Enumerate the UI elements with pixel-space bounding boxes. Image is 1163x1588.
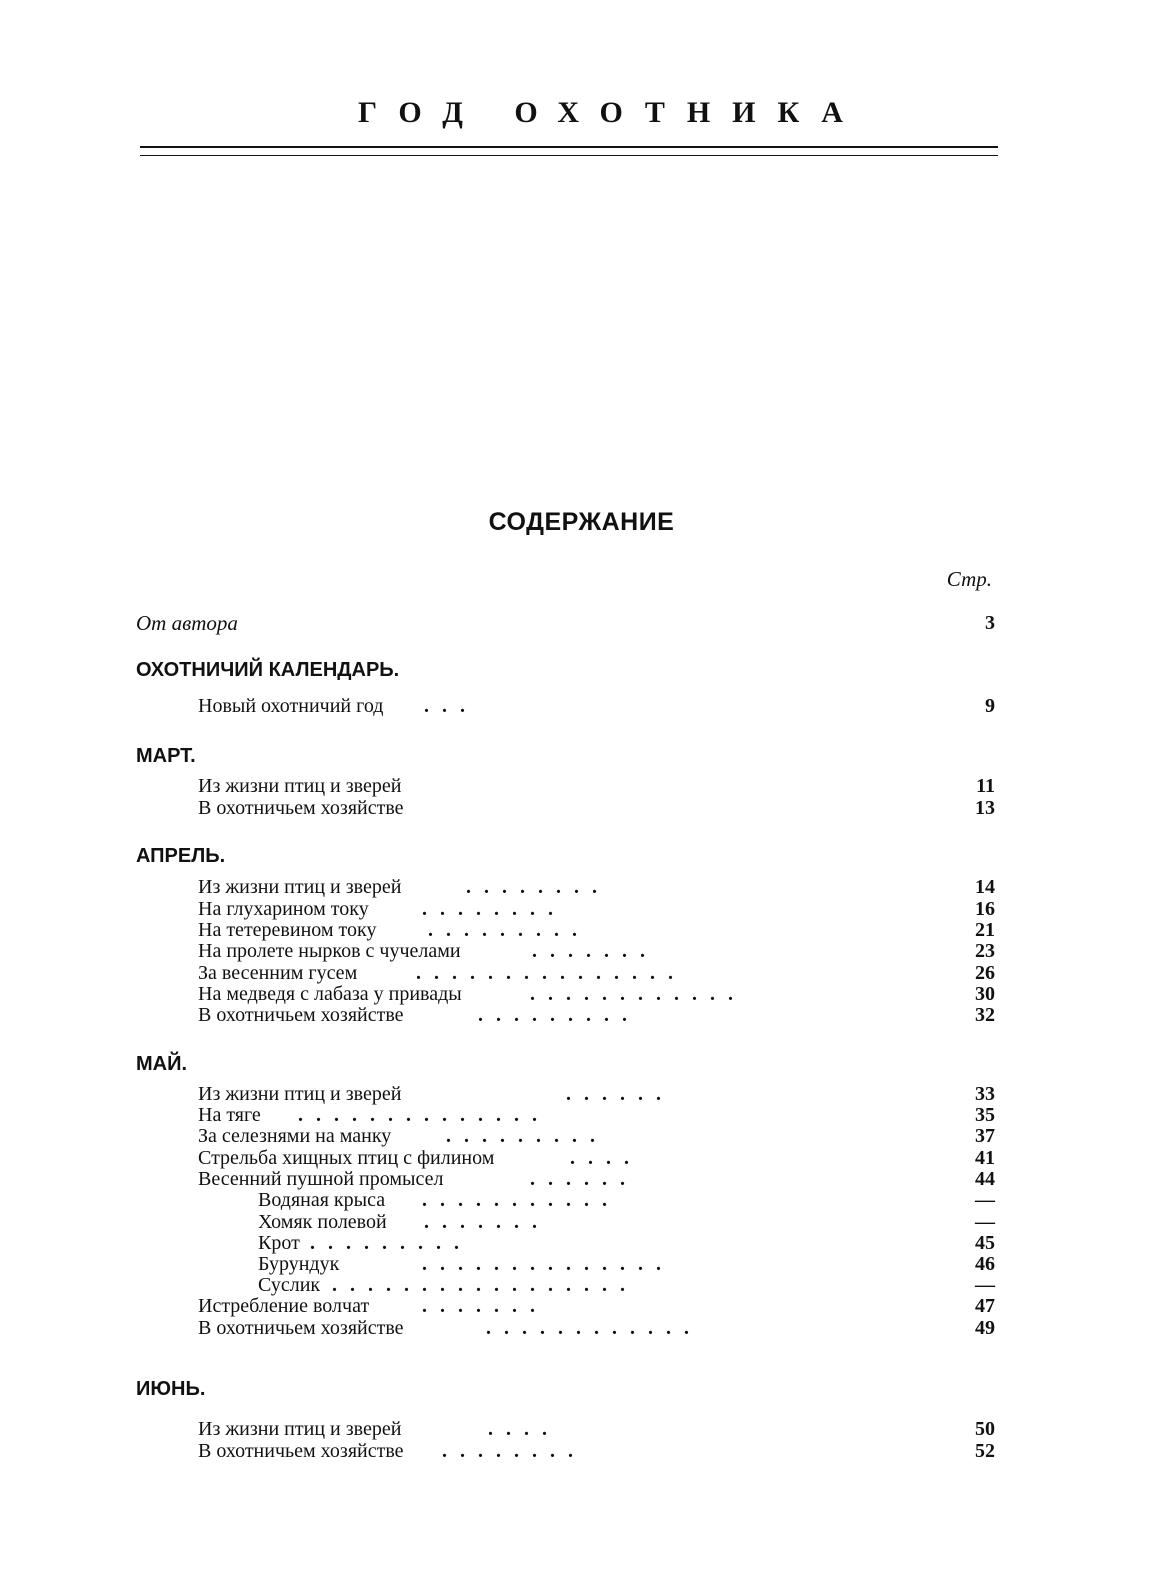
toc-entry-sub[interactable]: [0, 1211, 1163, 1233]
toc-entry-title: Стрельба хищных птиц с филином: [198, 1147, 495, 1169]
toc-entry-title: Хомяк полевой: [258, 1211, 387, 1233]
toc-entry-sub[interactable]: [0, 1274, 1163, 1296]
toc-entry-page: 13: [975, 797, 995, 819]
toc-entry-title: В охотничьем хозяйстве: [198, 1440, 404, 1462]
toc-entry-title: Весенний пушной промысел: [198, 1168, 444, 1190]
toc-entry-page: 16: [975, 898, 995, 920]
leader-dots: . . . . . . . . . . . . . .: [298, 1104, 541, 1126]
header-rule-thin: [140, 155, 998, 156]
toc-entry-title: Водяная крыса: [258, 1189, 386, 1211]
section-heading: МАРТ.: [136, 745, 196, 767]
toc-entry-title: В охотничьем хозяйстве: [198, 1317, 404, 1339]
toc-entry[interactable]: [0, 695, 1163, 717]
toc-entry-title: Крот: [258, 1232, 300, 1254]
leader-dots: . . . . . . . . . . . . . . .: [416, 962, 677, 984]
leader-dots: . . . . . . . . .: [478, 1004, 631, 1026]
toc-entry-sub[interactable]: [0, 1253, 1163, 1275]
toc-entry-preface[interactable]: [0, 612, 1163, 634]
leader-dots: . . . . . . . . . . . . . . . . .: [332, 1274, 629, 1296]
page-column-heading: Стр.: [946, 567, 992, 591]
leader-dots: . . . . . . . .: [442, 1440, 577, 1462]
toc-entry-page: 45: [975, 1232, 995, 1254]
leader-dots: . . . . . .: [566, 1083, 665, 1105]
leader-dots: . . . . . . . . . . . .: [486, 1317, 693, 1339]
toc-entry[interactable]: [0, 1083, 1163, 1105]
toc-entry-page: 33: [975, 1083, 995, 1105]
section-heading: ОХОТНИЧИЙ КАЛЕНДАРЬ.: [136, 659, 400, 681]
toc-entry-page: 35: [975, 1104, 995, 1126]
toc-entry[interactable]: [0, 775, 1163, 797]
toc-entry-title: За селезнями на манку: [198, 1125, 392, 1147]
leader-dots: . . . . . . . . . . . . . .: [422, 1253, 665, 1275]
toc-entry-title: За весенним гусем: [198, 962, 358, 984]
toc-entry-title: На тяге: [198, 1104, 261, 1126]
toc-entry-page: 44: [975, 1168, 995, 1190]
toc-entry-page: 47: [975, 1295, 995, 1317]
toc-entry-page: 9: [985, 695, 995, 717]
section-heading: АПРЕЛЬ.: [136, 845, 226, 867]
toc-entry-page: 14: [975, 876, 995, 898]
toc-entry[interactable]: [0, 919, 1163, 941]
toc-entry[interactable]: [0, 1317, 1163, 1339]
toc-entry-title: Из жизни птиц и зверей: [198, 1418, 402, 1440]
leader-dots: . . . . . . . . . . . .: [530, 983, 737, 1005]
toc-entry[interactable]: [0, 1440, 1163, 1462]
toc-entry-page: 11: [976, 775, 995, 797]
leader-dots: . . . . . . .: [422, 1295, 539, 1317]
toc-entry[interactable]: [0, 876, 1163, 898]
section-heading: МАЙ.: [136, 1053, 188, 1075]
toc-entry-page: —: [975, 1274, 995, 1296]
toc-entry-sub[interactable]: [0, 1232, 1163, 1254]
toc-entry-page: 30: [975, 983, 995, 1005]
toc-entry-page: —: [975, 1189, 995, 1211]
toc-entry[interactable]: [0, 898, 1163, 920]
toc-entry[interactable]: [0, 1295, 1163, 1317]
toc-entry-page: 52: [975, 1440, 995, 1462]
leader-dots: . . . . . . . . .: [310, 1232, 463, 1254]
toc-entry[interactable]: [0, 983, 1163, 1005]
toc-entry-title: Новый охотничий год: [198, 695, 384, 717]
toc-entry[interactable]: [0, 1004, 1163, 1026]
toc-entry[interactable]: [0, 1104, 1163, 1126]
leader-dots: . . . .: [488, 1418, 551, 1440]
toc-entry[interactable]: [0, 962, 1163, 984]
toc-entry-page: 41: [975, 1147, 995, 1169]
toc-entry-page: —: [975, 1211, 995, 1233]
leader-dots: . . . .: [570, 1147, 633, 1169]
toc-entry-page: 37: [975, 1125, 995, 1147]
toc-entry-title: От автора: [136, 611, 238, 635]
toc-entry-title: На глухарином току: [198, 898, 369, 920]
toc-entry[interactable]: [0, 1418, 1163, 1440]
toc-entry[interactable]: [0, 1168, 1163, 1190]
running-head: ГОД ОХОТНИКА: [358, 96, 865, 129]
section-heading: ИЮНЬ.: [136, 1378, 206, 1400]
toc-entry-page: 23: [975, 940, 995, 962]
toc-entry-title: Суслик: [258, 1274, 321, 1296]
toc-title: СОДЕРЖАНИЕ: [488, 508, 675, 536]
leader-dots: . . . . . . . . . . .: [422, 1189, 611, 1211]
toc-entry-page: 50: [975, 1418, 995, 1440]
toc-entry-page: 46: [975, 1253, 995, 1275]
toc-entry-title: Из жизни птиц и зверей: [198, 1083, 402, 1105]
toc-entry-page: 3: [985, 612, 995, 634]
leader-dots: . . . . . . . .: [466, 876, 601, 898]
toc-entry[interactable]: [0, 1147, 1163, 1169]
toc-entry[interactable]: [0, 1125, 1163, 1147]
toc-entry[interactable]: [0, 940, 1163, 962]
toc-entry-title: На медведя с лабаза у привады: [198, 983, 462, 1005]
leader-dots: . . . . . . .: [532, 940, 649, 962]
toc-entry[interactable]: [0, 797, 1163, 819]
toc-entry-title: Бурундук: [258, 1253, 340, 1275]
toc-entry-title: В охотничьем хозяйстве: [198, 1004, 404, 1026]
leader-dots: . . . . . . . . .: [428, 919, 581, 941]
toc-entry-sub[interactable]: [0, 1189, 1163, 1211]
toc-entry-title: На тетеревином току: [198, 919, 377, 941]
toc-entry-page: 32: [975, 1004, 995, 1026]
toc-entry-title: На пролете нырков с чучелами: [198, 940, 461, 962]
toc-entry-title: В охотничьем хозяйстве: [198, 797, 404, 819]
toc-entry-title: Из жизни птиц и зверей: [198, 876, 402, 898]
toc-entry-page: 26: [975, 962, 995, 984]
leader-dots: . . .: [424, 695, 469, 717]
toc-entry-title: Истребление волчат: [198, 1295, 370, 1317]
leader-dots: . . . . . . . .: [422, 898, 557, 920]
toc-entry-page: 21: [975, 919, 995, 941]
leader-dots: . . . . . . .: [424, 1211, 541, 1233]
toc-entry-page: 49: [975, 1317, 995, 1339]
leader-dots: . . . . . . . . .: [446, 1125, 599, 1147]
header-rule-thick: [140, 146, 998, 148]
toc-entry-title: Из жизни птиц и зверей: [198, 775, 402, 797]
leader-dots: . . . . . .: [530, 1168, 629, 1190]
